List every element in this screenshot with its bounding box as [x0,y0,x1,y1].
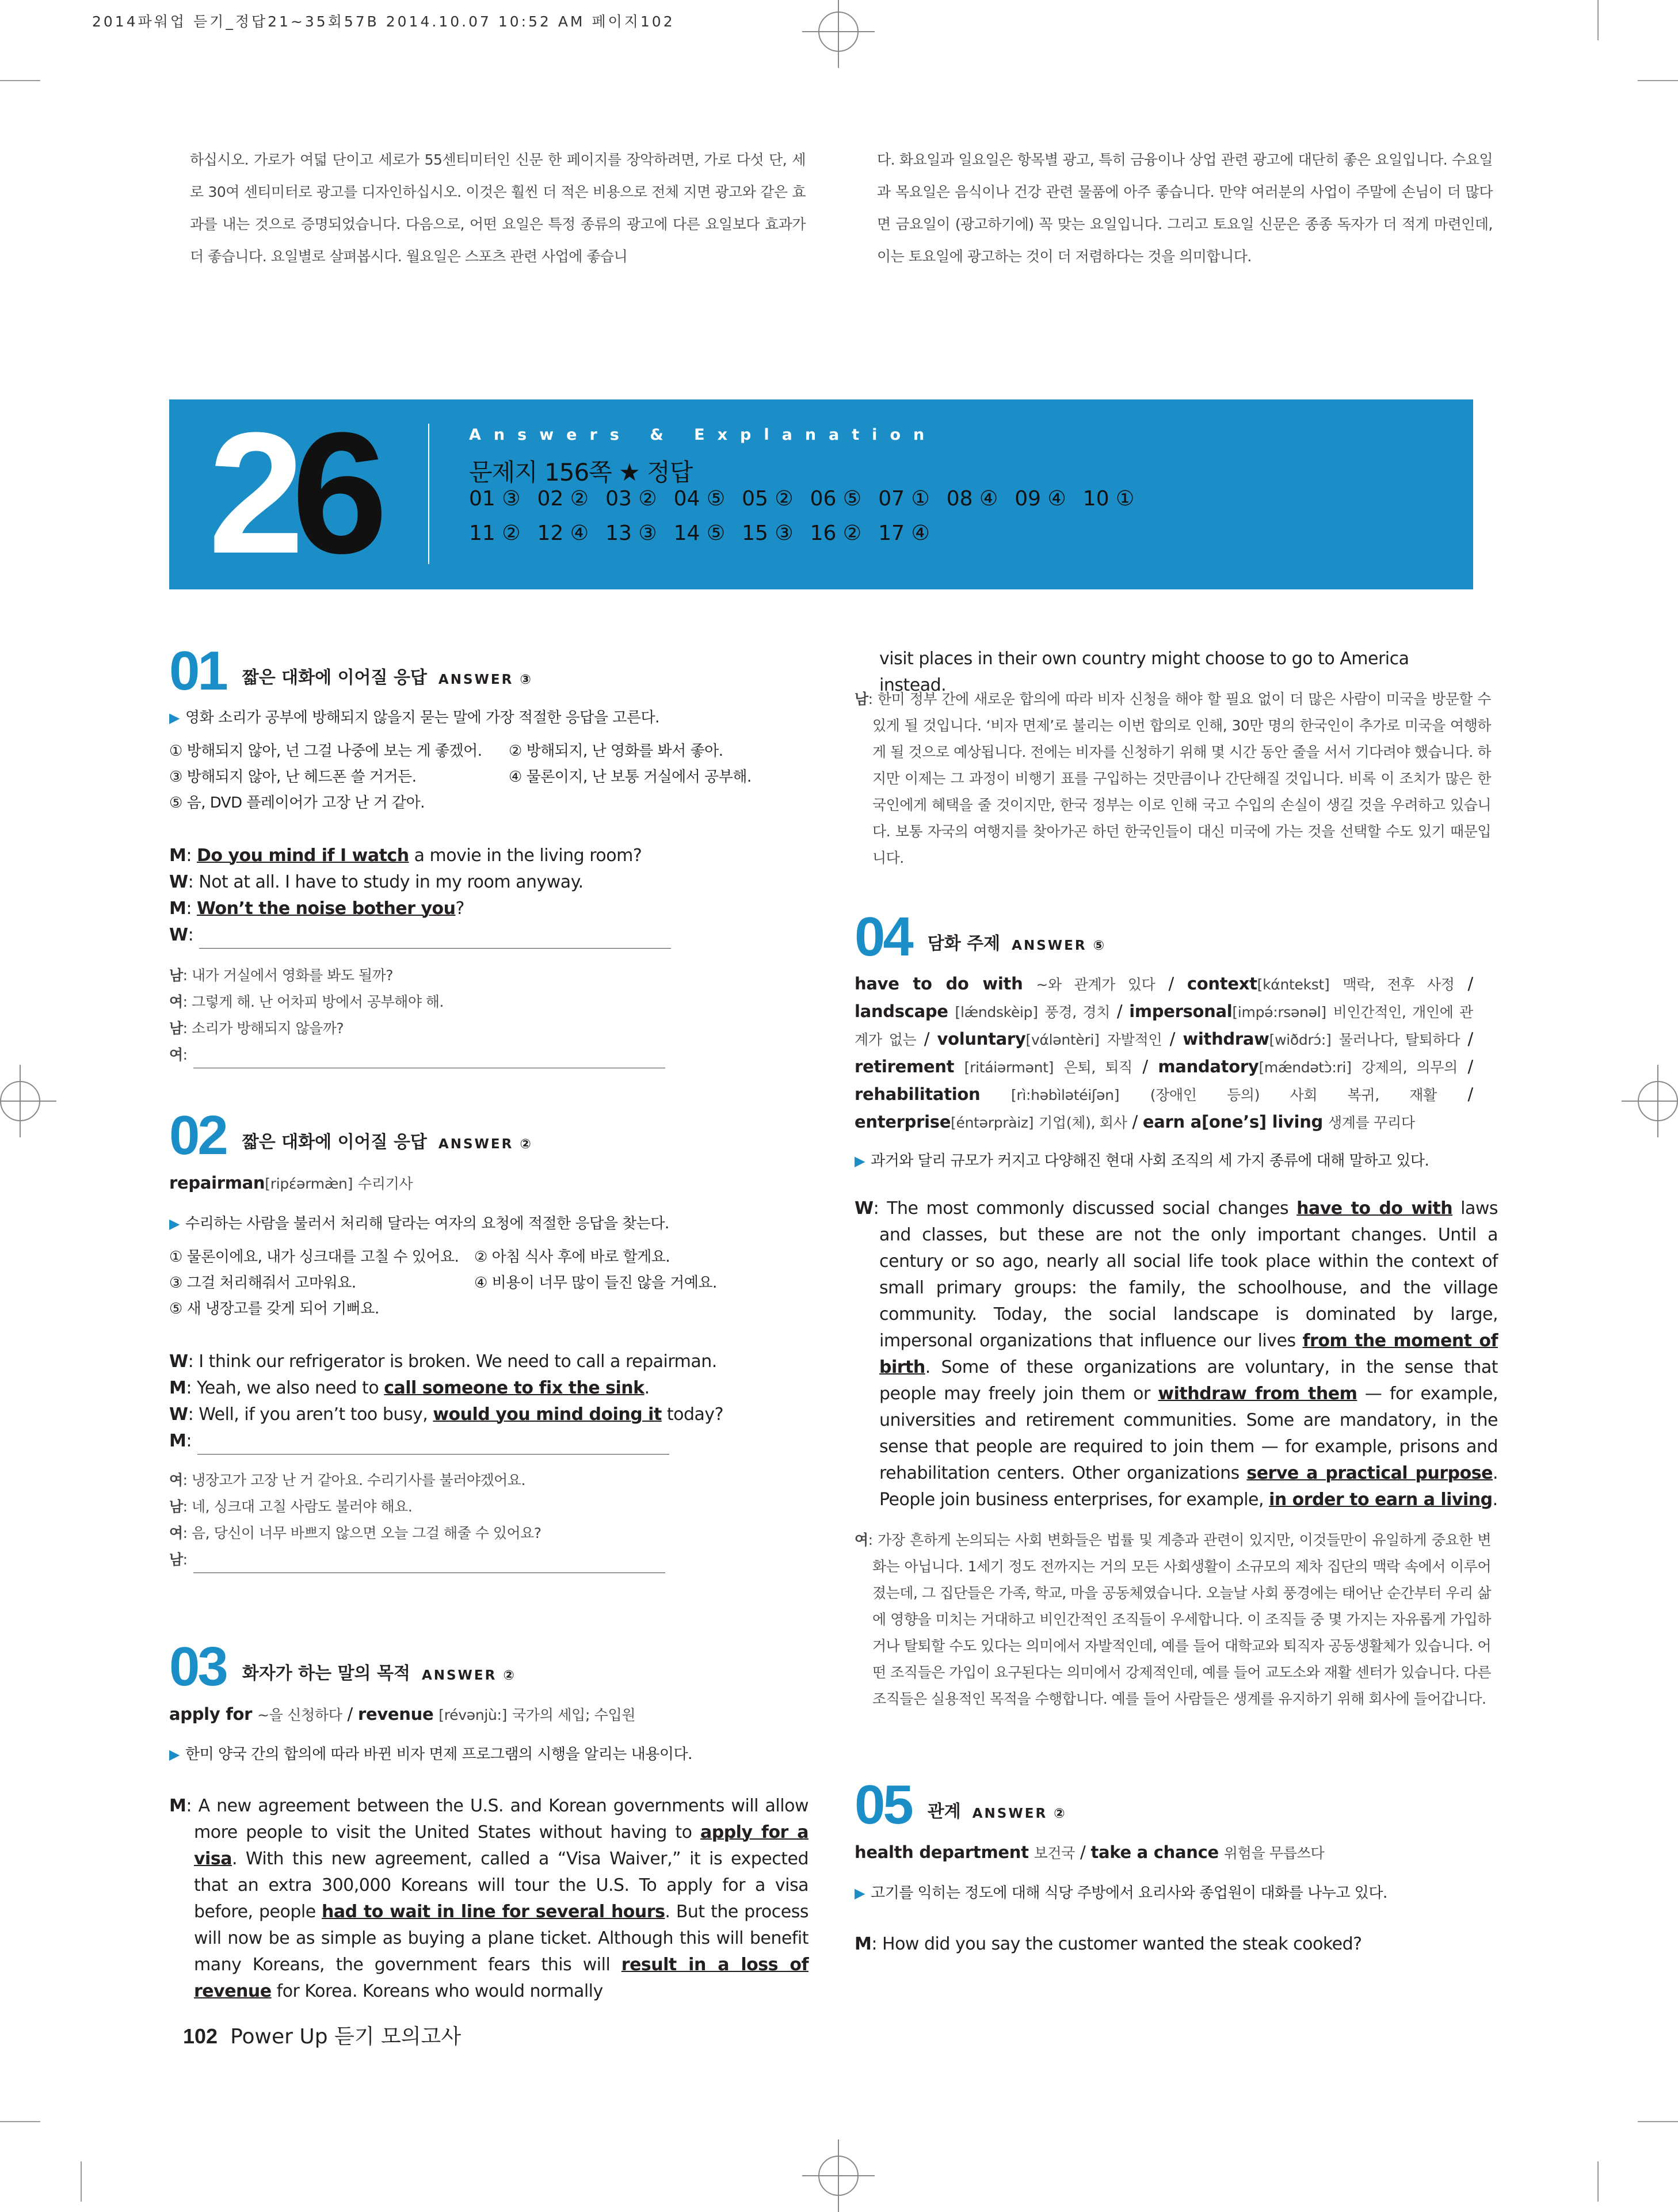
question-04-header [855,906,1107,968]
question-title: 짧은 대화에 이어질 응답 [242,1132,427,1152]
vocab-word: health department [855,1842,1029,1862]
answer-key: 05 ② [742,487,794,511]
answer-key: 16 ② [810,521,862,545]
crop-mark [0,2121,40,2122]
banner-label: Answers & Explanation [469,426,937,444]
option: ③ 방해되지 않아, 난 헤드폰 쓸 거거든. [169,768,417,786]
dialogue-line: today? [661,1404,724,1425]
vocab-meaning: 맥락, 전후 사정 [1343,976,1455,993]
vocab-ipa: [ritáiərmənt] [964,1059,1054,1076]
vocab-meaning: 보건국 [1034,1845,1076,1861]
question-number: 02 [169,1105,226,1166]
vocab-ipa: [impə́:rsənəl] [1232,1004,1326,1021]
crop-mark [0,80,40,81]
vocab-word: apply for [169,1704,253,1724]
crop-mark [1638,2121,1678,2122]
key-phrase: apply for a visa [194,1822,809,1869]
question-04-description [855,1149,1473,1170]
question-title: 담화 주제 [927,934,1001,954]
vocab-word: impersonal [1129,1002,1233,1021]
vocab-ipa: [éntərpràiz] [951,1114,1034,1131]
script-text: . But the process will now be as simple as buying a plane ticket. Although this will benefit many Koreans, the government fears this will [194,1902,809,1975]
crop-mark [1597,0,1599,40]
vocab-meaning: 국가의 세입; 수입원 [512,1707,636,1723]
answer-row-1 [469,487,1151,511]
speaker: 남 [169,967,183,984]
answer-badge: ANSWER ③ [438,672,533,687]
vocab-meaning: (장애인 등의) 사회 복귀, 재활 [1150,1087,1437,1103]
question-number: 01 [169,640,226,702]
answer-key: 15 ③ [742,521,794,545]
question-05-dialogue: M: How did you say the customer wanted the steak cooked? [855,1934,1362,1954]
speaker: M [169,898,186,919]
vocab-word: revenue [357,1704,434,1724]
answer-blank [193,1050,665,1068]
vocab-word: rehabilitation [855,1084,981,1104]
key-phrase: withdraw from them [1158,1384,1357,1404]
key-phrase: have to do with [1296,1198,1453,1219]
option: ④ 비용이 너무 많이 들진 않을 거예요. [474,1274,717,1292]
vocab-meaning: 은퇴, 퇴직 [1063,1059,1132,1076]
vocab-word: retirement [855,1057,955,1076]
description-text: 수리하는 사람을 불러서 처리해 달라는 여자의 요청에 적절한 응답을 찾는다. [185,1215,669,1232]
description-text: 과거와 달리 규모가 커지고 다양해진 현대 사회 조직의 세 가지 종류에 대해 말하고 있다. [870,1152,1429,1170]
key-phrase: Do you mind if I watch [197,846,409,866]
crop-mark [81,2161,82,2202]
question-01-dialogue: M: Do you mind if I watch a movie in the living room? W: Not at all. I have to study in my room anyway. M: Won’t the noise bother you? W: [169,843,784,949]
speaker: 여 [855,1532,868,1548]
vocab-word: enterprise [855,1112,951,1132]
script-text: for Korea. Koreans who would normally [271,1981,603,2001]
answer-badge: ANSWER ② [438,1137,533,1152]
dialogue-line: How did you say the customer wanted the steak cooked? [882,1934,1362,1954]
vocab-word: landscape [855,1002,948,1021]
question-04-translation: 여: 가장 흔하게 논의되는 사회 변화들은 법률 및 계층과 관련이 있지만, 이것들만이 유일하게 중요한 변화는 아닙니다. 1세기 정도 전까지는 거의 모든 사회생활이 소규모의 제차 집단의 맥락 속에서 이루어졌는데, 그 집단들은 가족, 학교, 마을 공동체였습니다. 오늘날 사회 풍경에는 태어난 순간부터 우리 삶에 영향을 미치는 거대하고 비인간적인 조직들이 우세합니다. 이 조직들 중 몇 가지는 자유롭게 가입하거나 탈퇴할 수도 있다는 의미에서 자발적인데, 예를 들어 대학교와 퇴직자 공동생활체가 있습니다. 어떤 조직들은 가입이 요구된다는 의미에서 강제적인데, 예를 들어 교도소와 재활 센터가 있습니다. 다른 조직들은 실용적인 목적을 수행합니다. 예를 들어 사람들은 생계를 유지하기 위해 회사에 들어갑니다. [855,1532,1492,1707]
vocab-ipa: [lǽndskèip] [955,1004,1038,1021]
speaker: 여 [169,1472,183,1488]
vocab-word: withdraw [1183,1029,1269,1049]
banner-title: 문제지 156쪽 ★ 정답 [469,458,693,486]
speaker: M [169,1431,186,1451]
triangle-bullet-icon: ▶ [855,1885,865,1901]
vocab-meaning: 강제의, 의무의 [1362,1059,1458,1076]
option: ② 방해되지, 난 영화를 봐서 좋아. [509,743,723,760]
key-phrase: in order to earn a living [1269,1490,1493,1510]
question-title: 짧은 대화에 이어질 응답 [242,668,427,688]
vocab-ipa: [kάntekst] [1257,976,1330,993]
dialogue-line: ? [455,898,464,919]
question-02-translation: 여: 냉장고가 고장 난 거 같아요. 수리기사를 불러야겠어요. 남: 네, 싱크대 고칠 사람도 불러야 해요. 여: 음, 당신이 너무 바쁘지 않으면 오늘 그걸 해줄 수 있어요? 남: [169,1467,784,1573]
translation-text: 한미 정부 간에 새로운 합의에 따라 비자 신청을 해야 할 필요 없이 더 많은 사람이 미국을 방문할 수 있게 될 것입니다. ‘비자 면제’로 불리는 이번 합의로 인해, 30만 명의 한국인이 추가로 미국을 여행하게 될 것으로 예상됩니다. 전에는 비자를 신청하기 위해 몇 시간 동안 줄을 서서 기다려야 했습니다. 하지만 이제는 그 과정이 비행기 표를 구입하는 것만큼이나 간단해질 것입니다. 비록 이 조치가 많은 한국인에게 혜택을 줄 것이지만, 한국 정부는 이로 인해 국고 수입의 손실이 생길 것을 우려하고 있습니다. 보통 자국의 여행지를 찾아가곤 하던 한국인들이 대신 미국에 가는 것을 선택할 수도 있기 때문입니다. [872,691,1491,866]
vocab-word: take a chance [1090,1842,1219,1862]
triangle-bullet-icon: ▶ [169,1216,180,1232]
dialogue-line: Well, if you aren’t too busy, [199,1404,433,1425]
question-number: 05 [855,1774,912,1836]
key-phrase: call someone to fix the sink [384,1378,644,1398]
answer-blank [193,1555,665,1573]
answer-row-2 [469,521,947,545]
question-03-translation: 남: 한미 정부 간에 새로운 합의에 따라 비자 신청을 해야 할 필요 없이 더 많은 사람이 미국을 방문할 수 있게 될 것입니다. ‘비자 면제’로 불리는 이번 합의로 인해, 30만 명의 한국인이 추가로 미국을 여행하게 될 것으로 예상됩니다. 전에는 비자를 신청하기 위해 몇 시간 동안 줄을 서서 기다려야 했습니다. 하지만 이제는 그 과정이 비행기 표를 구입하는 것만큼이나 간단해질 것입니다. 비록 이 조치가 많은 한국인에게 혜택을 줄 것이지만, 한국 정부는 이로 인해 국고 수입의 손실이 생길 것을 우려하고 있습니다. 보통 자국의 여행지를 찾아가곤 하던 한국인들이 대신 미국에 가는 것을 선택할 수도 있기 때문입니다. [855,691,1491,866]
option: ① 방해되지 않아, 넌 그걸 나중에 보는 게 좋겠어. [169,743,482,760]
script-text: The most commonly discussed social changes [887,1198,1297,1219]
question-04-vocab: have to do with ~와 관계가 있다 / context[kάntekst] 맥락, 전후 사정 / landscape [lǽndskèip] 풍경, 경치 / impersonal[impə́:rsənəl] 비인간적인, 개인에 관계가 없는 / voluntary[vάləntèri] 자발적인 / withdraw[wiðdrɔ́:] 물러나다, 탈퇴하다 / retirement [ritáiərmənt] 은퇴, 퇴직 / mandatory[mǽndətɔ̀:ri] 강제의, 의무의 / rehabilitation [rì:həbìlətéiʃən] (장애인 등의) 사회 복귀, 재활 / enterprise[éntərpràiz] 기업(체), 회사 / earn a[one’s] living 생계를 꾸리다 [855,974,1474,1132]
answer-key: 17 ④ [878,521,930,545]
translation-line: 네, 싱크대 고칠 사람도 불러야 해요. [192,1498,413,1515]
script-text: . With this new agreement, called a “Visa Waiver,” it is expected that an extra 300,000 Koreans will tour the U.S. To apply for a visa before, people [194,1849,809,1922]
answer-key: 11 ② [469,521,521,545]
answer-key: 08 ④ [946,487,998,511]
description-text: 영화 소리가 공부에 방해되지 않을지 묻는 말에 가장 적절한 응답을 고른다. [185,709,659,726]
vocab-ipa: [mǽndətɔ̀:ri] [1258,1059,1352,1076]
dialogue-line: Yeah, we also need to [197,1378,384,1398]
answer-badge: ANSWER ⑤ [1012,938,1107,953]
speaker: 여 [169,993,183,1010]
registration-mark [818,2156,859,2196]
script-text: . [1492,1490,1498,1510]
option: ⑤ 음, DVD 플레이어가 고장 난 거 같아. [169,794,425,812]
vocab-word: repairman [169,1173,265,1193]
speaker: 남 [855,691,868,707]
vocab-meaning: 풍경, 경치 [1044,1004,1111,1021]
vocab-ipa: [révənjù:] [438,1707,508,1723]
description-text: 한미 양국 간의 합의에 따라 바뀐 비자 면제 프로그램의 시행을 알리는 내용이다. [185,1746,692,1763]
answer-blank [197,1437,669,1455]
question-02-vocab [169,1170,784,1197]
option: ④ 물론이지, 난 보통 거실에서 공부해. [509,768,752,786]
crop-mark [1597,2161,1599,2202]
answer-key: 09 ④ [1015,487,1066,511]
intro-text-right: 다. 화요일과 일요일은 항목별 광고, 특히 금융이나 상업 관련 광고에 대단히 좋은 요일입니다. 수요일과 목요일은 음식이나 건강 관련 물품에 아주 좋습니다. 만약 여러분의 사업이 주말에 손님이 더 많다면 금요일이 (광고하기에) 꼭 맞는 요일입니다. 그리고 토요일 신문은 종종 독자가 더 적게 마련인데, 이는 토요일에 광고하는 것이 더 저렴하다는 것을 의미합니다. [877,151,1493,265]
crop-mark [1638,80,1678,81]
speaker: W [169,925,188,945]
question-number: 03 [169,1636,226,1697]
question-02-header [169,1105,533,1166]
answer-key: 07 ① [878,487,930,511]
vocab-ipa: [wiðdrɔ́:] [1269,1031,1332,1048]
speaker: 여 [169,1046,183,1063]
question-01-description [169,706,784,727]
vocab-meaning: 생계를 꾸리다 [1328,1114,1415,1131]
vocab-meaning: 수리기사 [357,1175,413,1192]
vocab-word: context [1187,974,1257,993]
option: ⑤ 새 냉장고를 갖게 되어 기뻐요. [169,1300,379,1318]
answer-key: 13 ③ [605,521,657,545]
vocab-word: voluntary [937,1029,1026,1049]
vocab-meaning: 위험을 무릅쓰다 [1223,1845,1325,1861]
print-slug: 2014파워업 듣기_정답21~35회57B 2014.10.07 10:52 AM 페이지102 [92,13,675,30]
dialogue-line: a movie in the living room? [409,846,642,866]
question-03-description [169,1742,784,1764]
option: ② 아침 식사 후에 바로 할게요. [474,1248,670,1266]
triangle-bullet-icon: ▶ [169,1746,180,1762]
speaker: M [855,1934,872,1954]
vocab-meaning: 기업(체), 회사 [1039,1114,1127,1131]
speaker: 남 [169,1498,183,1515]
speaker: W [169,1351,188,1372]
dialogue-line: I think our refrigerator is broken. We need to call a repairman. [199,1351,717,1372]
option: ③ 그걸 처리해줘서 고마워요. [169,1274,356,1292]
answer-blank [199,931,671,949]
script-text: . Some of these organizations are voluntary, in the sense that people may freely join them or [879,1357,1498,1404]
speaker: M [169,1378,186,1398]
dialogue-line: . [644,1378,650,1398]
series-title: Power Up 듣기 모의고사 [230,2025,462,2049]
script-text: A new agreement between the U.S. and Korean governments will allow more people to visit the United States without having to [194,1796,809,1842]
vocab-word: earn a[one’s] living [1142,1112,1324,1132]
answer-key: 12 ④ [537,521,589,545]
triangle-bullet-icon: ▶ [169,710,180,726]
question-title: 화자가 하는 말의 목적 [242,1663,410,1684]
translation-line: 내가 거실에서 영화를 봐도 될까? [192,967,394,984]
script-text: — for example, universities and retirement communities. Some are mandatory, in the sense that people are required to join them — for example, prisons and rehabilitation centers. Other organizations [879,1384,1498,1483]
vocab-meaning: ~을 신청하다 [257,1707,342,1723]
vocab-ipa: [ripέərmæ̀n] [265,1175,353,1192]
question-01-translation: 남: 내가 거실에서 영화를 봐도 될까? 여: 그렇게 해. 난 어차피 방에서 공부해야 해. 남: 소리가 방해되지 않을까? 여: [169,962,784,1068]
question-01-header [169,640,533,702]
key-phrase: result in a loss of revenue [194,1955,809,2001]
question-03-vocab: apply for ~을 신청하다 / revenue [révənjù:] 국가의 세입; 수입원 [169,1704,636,1724]
page-number: 102 [183,2024,218,2048]
speaker: W [169,1404,188,1425]
test-number-digit: 6 [291,396,375,589]
dialogue-line: Not at all. I have to study in my room anyway. [199,872,584,892]
vocab-word: mandatory [1158,1057,1259,1076]
answer-key: 02 ② [537,487,589,511]
vocab-ipa: [rì:həbìlətéiʃən] [1010,1087,1120,1103]
answer-key: 01 ③ [469,487,521,511]
key-phrase: would you mind doing it [433,1404,662,1425]
speaker: M [169,1796,186,1816]
key-phrase: had to wait in line for several hours [322,1902,665,1922]
translation-line: 음, 당신이 너무 바쁘지 않으면 오늘 그걸 해줄 수 있어요? [192,1525,541,1541]
test-number [208,395,375,591]
key-phrase: Won’t the noise bother you [197,898,456,919]
banner-divider [428,424,429,564]
vocab-meaning: 물러나다, 탈퇴하다 [1338,1031,1460,1048]
option: ① 물론이에요, 내가 싱크대를 고칠 수 있어요. [169,1248,459,1266]
question-03-header [169,1636,516,1697]
question-04-script: W: The most commonly discussed social changes have to do with laws and classes, but these are not the only important changes. Until a century or so ago, nearly all social life took place within the context of small primary groups: the family, the schoolhouse, and the village community. Today, the social landscape is dominated by large, impersonal organizations that influence our lives from the moment of birth. Some of these organizations are voluntary, in the sense that people may freely join them or withdraw from them — for example, universities and retirement communities. Some are mandatory, in the sense that people are required to join them — for example, prisons and rehabilitation centers. Other organizations serve a practical purpose. People join business enterprises, for example, in order to earn a living. [855,1198,1498,1510]
registration-mark [0,1081,40,1121]
answer-key: 06 ⑤ [810,487,862,511]
key-phrase: serve a practical purpose [1246,1463,1493,1483]
question-05-description [855,1881,1473,1902]
speaker: W [855,1198,874,1219]
question-02-options [169,1244,779,1322]
question-02-dialogue: W: I think our refrigerator is broken. We need to call a repairman. M: Yeah, we also need to call someone to fix the sink. W: Well, if you aren’t too busy, would you mind doing it today? M: [169,1349,784,1455]
vocab-ipa: [vάləntèri] [1025,1031,1100,1048]
translation-line: 냉장고가 고장 난 거 같아요. 수리기사를 불러야겠어요. [192,1472,525,1488]
vocab-word: have to do with [855,974,1023,993]
speaker: W [169,872,188,892]
question-03-script: M: A new agreement between the U.S. and Korean governments will allow more people to visit the United States without having to apply for a visa. With this new agreement, called a “Visa Waiver,” it is expected that an extra 300,000 Koreans will tour the U.S. To apply for a visa before, people had to wait in line for several hours. But the process will now be as simple as buying a plane ticket. Although this will benefit many Koreans, the government fears this will result in a loss of revenue for Korea. Koreans who would normally [169,1796,809,2001]
vocab-meaning: ~와 관계가 있다 [1036,976,1155,993]
key-phrase: from the moment of birth [879,1331,1498,1377]
question-title: 관계 [927,1802,961,1822]
registration-mark [818,12,859,52]
speaker: 남 [169,1551,183,1568]
translation-line: 그렇게 해. 난 어차피 방에서 공부해야 해. [192,993,444,1010]
speaker: 여 [169,1525,183,1541]
page-footer [183,2020,461,2050]
speaker: M [169,846,186,866]
test-number-digit: 2 [208,396,292,589]
answer-badge: ANSWER ② [421,1668,516,1683]
vocab-meaning: 자발적인 [1107,1031,1162,1048]
question-05-header [855,1774,1067,1836]
translation-line: 소리가 방해되지 않을까? [192,1020,344,1037]
question-02-description [169,1212,784,1233]
answer-key: 14 ⑤ [673,521,726,545]
question-number: 04 [855,906,912,968]
question-01-options [169,738,779,816]
script-text: laws and classes, but these are not the only important changes. Until a century or so ago, nearly all social life took place within the context of small primary groups: the family, the schoolhouse, and the village community. Today, the social landscape is dominated by large, impersonal organizations that influence our lives [879,1198,1498,1351]
speaker: 남 [169,1020,183,1037]
answer-key: 10 ① [1082,487,1135,511]
triangle-bullet-icon: ▶ [855,1153,865,1169]
answer-key: 04 ⑤ [673,487,726,511]
registration-mark [1638,1081,1678,1121]
answer-key: 03 ② [605,487,657,511]
description-text: 고기를 익히는 정도에 대해 식당 주방에서 요리사와 종업원이 대화를 나누고 있다. [870,1884,1387,1902]
vocab-meaning: 비인간적인, 개인에 관계가 없는 [855,1004,1474,1048]
script-text: visit places in their own country might choose to go to America instead. [879,649,1409,695]
answer-badge: ANSWER ② [972,1806,1067,1821]
question-05-vocab: health department 보건국 / take a chance 위험을 무릅쓰다 [855,1842,1325,1862]
script-text: . People join business enterprises, for example, [879,1463,1498,1510]
intro-text-left: 하십시오. 가로가 여덟 단이고 세로가 55센티미터인 신문 한 페이지를 장악하려면, 가로 다섯 단, 세로 30여 센티미터로 광고를 디자인하십시오. 이것은 훨씬 더 적은 비용으로 전체 지면 광고와 같은 효과를 내는 것으로 증명되었습니다. 다음으로, 어떤 요일은 특정 종류의 광고에 다른 요일보다 효과가 더 좋습니다. 요일별로 살펴봅시다. 월요일은 스포츠 관련 사업에 좋습니 [190,151,806,265]
translation-text: 가장 흔하게 논의되는 사회 변화들은 법률 및 계층과 관련이 있지만, 이것들만이 유일하게 중요한 변화는 아닙니다. 1세기 정도 전까지는 거의 모든 사회생활이 소규모의 제차 집단의 맥락 속에서 이루어졌는데, 그 집단들은 가족, 학교, 마을 공동체였습니다. 오늘날 사회 풍경에는 태어난 순간부터 우리 삶에 영향을 미치는 거대하고 비인간적인 조직들이 우세합니다. 이 조직들 중 몇 가지는 자유롭게 가입하거나 탈퇴할 수도 있다는 의미에서 자발적인데, 예를 들어 대학교와 퇴직자 공동생활체가 있습니다. 어떤 조직들은 가입이 요구된다는 의미에서 강제적인데, 예를 들어 교도소와 재활 센터가 있습니다. 다른 조직들은 실용적인 목적을 수행합니다. 예를 들어 사람들은 생계를 유지하기 위해 회사에 들어갑니다. [872,1532,1492,1707]
